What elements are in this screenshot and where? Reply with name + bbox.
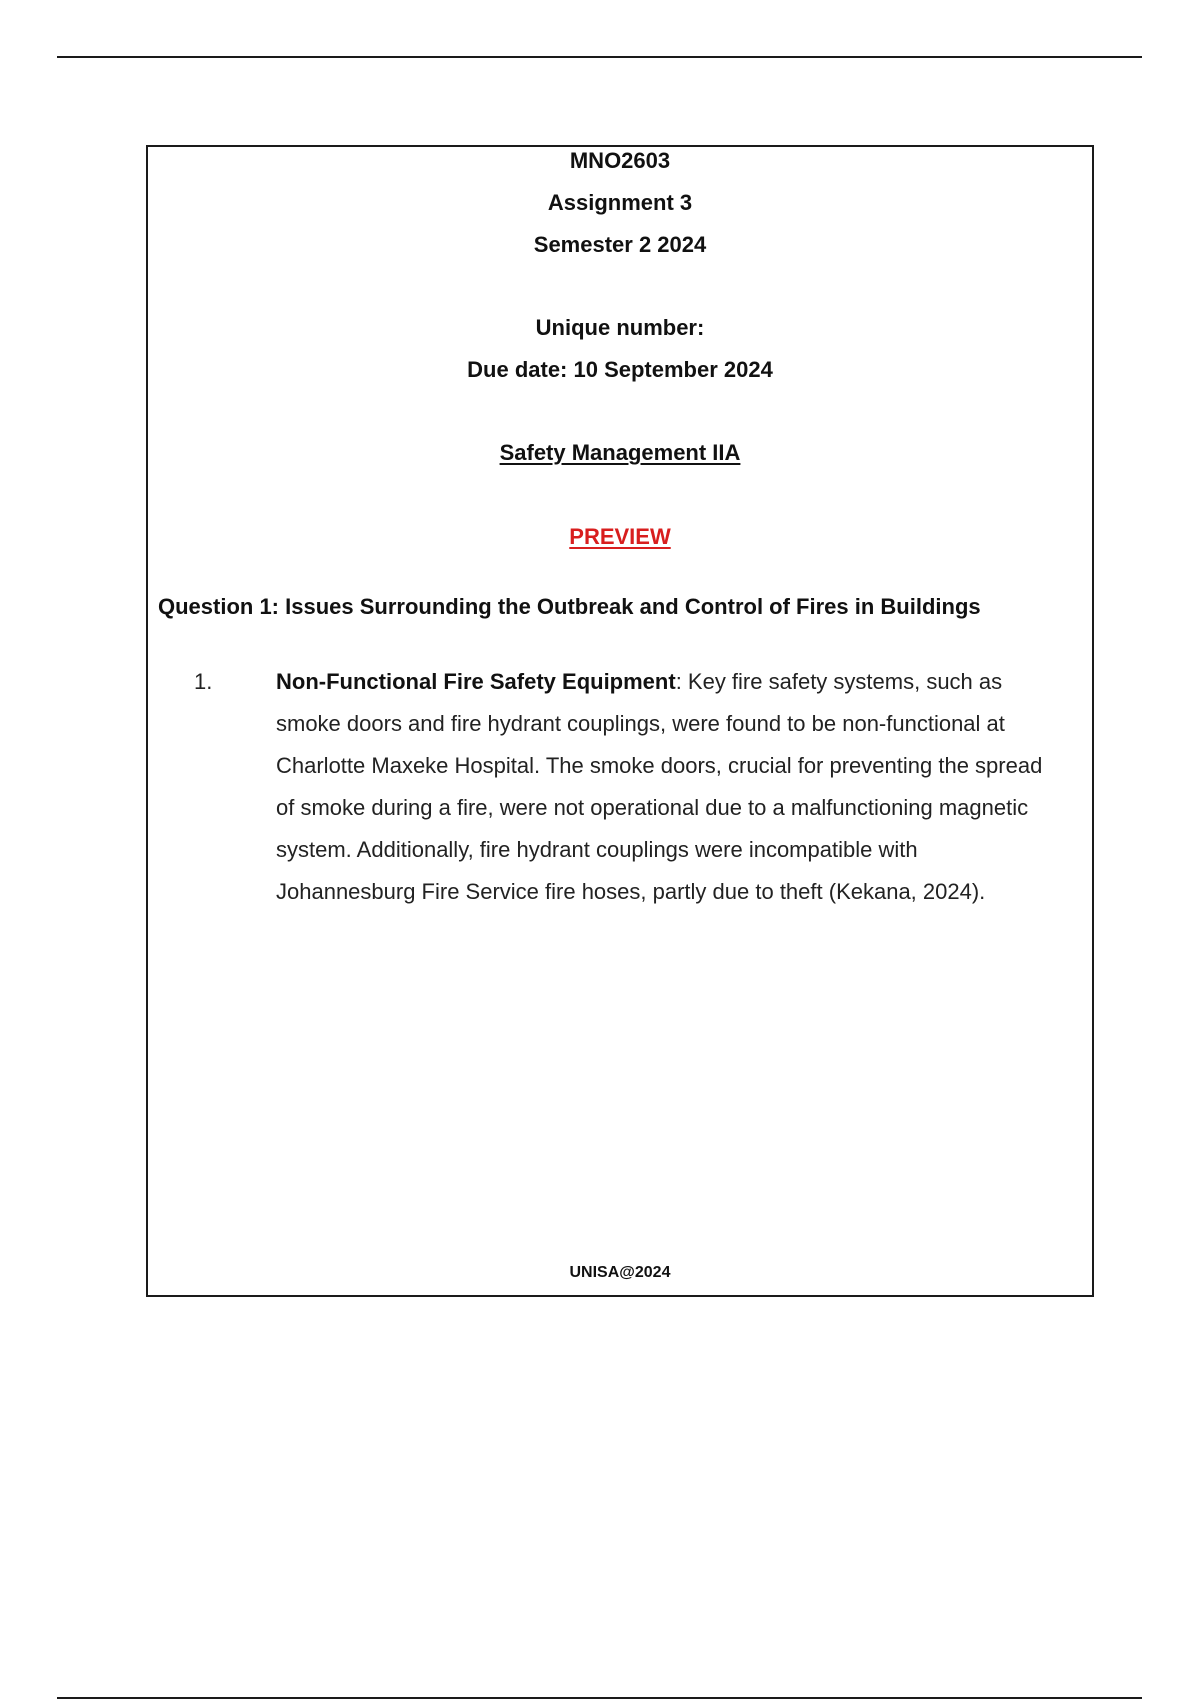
module-title: Safety Management IIA	[499, 440, 741, 465]
assignment-label: Assignment 3	[547, 190, 693, 215]
list-item-line	[276, 661, 1106, 703]
preview-row	[148, 523, 1092, 551]
top-page-rule	[57, 56, 1142, 58]
document-frame	[146, 145, 1094, 1297]
unique-number-label: Unique number:	[535, 315, 705, 340]
list-item-line: Johannesburg Fire Service fire hoses, partly due to theft (Kekana, 2024).	[276, 879, 986, 904]
list-item-line: of smoke during a fire, were not operational due to a malfunctioning magnetic	[276, 795, 1029, 820]
list-item-term: Non-Functional Fire Safety Equipment	[276, 669, 676, 694]
list-item-number: 1.	[194, 669, 213, 694]
list-item-line: system. Additionally, fire hydrant couplings were incompatible with	[276, 837, 918, 862]
list-item-line: Charlotte Maxeke Hospital. The smoke doors, crucial for preventing the spread	[276, 753, 1043, 778]
preview-label: PREVIEW	[569, 524, 671, 549]
list-item-line: smoke doors and fire hydrant couplings, were found to be non-functional at	[276, 711, 1005, 736]
course-code: MNO2603	[569, 148, 671, 173]
footer-copyright: UNISA@2024	[569, 1264, 671, 1281]
due-date-label: Due date: 10 September 2024	[467, 357, 773, 382]
module-title-row	[148, 439, 1092, 467]
list-item-body	[276, 661, 1106, 913]
semester-label: Semester 2 2024	[533, 232, 707, 257]
question-title: Question 1: Issues Surrounding the Outbreak and Control of Fires in Buildings	[158, 594, 981, 619]
bottom-page-rule	[57, 1697, 1142, 1699]
list-item-text: : Key fire safety systems, such as	[675, 669, 1003, 694]
